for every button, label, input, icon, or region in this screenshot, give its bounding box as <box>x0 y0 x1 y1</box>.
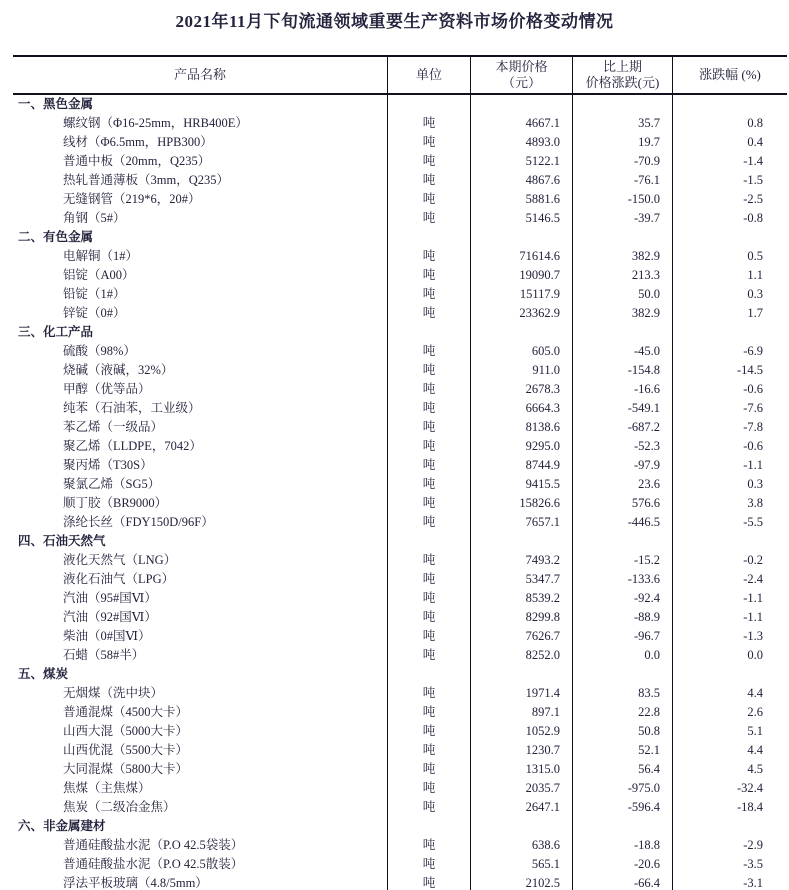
cell-change: 0.0 <box>572 646 672 665</box>
cell-product-name: 锌锭（0#） <box>63 306 126 320</box>
cell-change-pct: -2.5 <box>672 190 787 209</box>
cell-change: -92.4 <box>572 589 672 608</box>
cell-product-name: 柴油（0#国Ⅵ） <box>63 629 151 643</box>
cell-change: 83.5 <box>572 684 672 703</box>
table-row <box>13 494 787 513</box>
cell-change: -133.6 <box>572 570 672 589</box>
cell-current-price: 2678.3 <box>470 380 572 399</box>
cell-current-price <box>470 95 572 114</box>
cell-unit: 吨 <box>387 494 470 513</box>
cell-current-price: 605.0 <box>470 342 572 361</box>
table-row <box>13 646 787 665</box>
cell-product-name: 线材（Φ6.5mm，HPB300） <box>63 135 213 149</box>
cell-current-price: 8744.9 <box>470 456 572 475</box>
cell-change: -52.3 <box>572 437 672 456</box>
cell-change: -687.2 <box>572 418 672 437</box>
cell-unit: 吨 <box>387 760 470 779</box>
cell-unit: 吨 <box>387 209 470 228</box>
cell-product-name: 石蜡（58#半） <box>63 648 145 662</box>
table-row <box>13 798 787 817</box>
cell-change-pct: -1.1 <box>672 608 787 627</box>
cell-change-pct: -1.1 <box>672 456 787 475</box>
cell-product-name: 山西优混（5500大卡） <box>63 743 189 757</box>
table-row <box>13 874 787 890</box>
cell-change: -97.9 <box>572 456 672 475</box>
cell-unit: 吨 <box>387 133 470 152</box>
cell-change: -88.9 <box>572 608 672 627</box>
cell-current-price: 897.1 <box>470 703 572 722</box>
table-body <box>13 95 787 890</box>
cell-change <box>572 532 672 551</box>
cell-change-pct: 1.1 <box>672 266 787 285</box>
cell-product-name: 无缝钢管（219*6，20#） <box>63 192 201 206</box>
table-row <box>13 114 787 133</box>
cell-current-price: 565.1 <box>470 855 572 874</box>
cell-current-price: 2035.7 <box>470 779 572 798</box>
table-row <box>13 342 787 361</box>
cell-change: -150.0 <box>572 190 672 209</box>
cell-product-name: 顺丁胶（BR9000） <box>63 496 168 510</box>
cell-product-name: 五、煤炭 <box>18 667 69 681</box>
cell-change-pct: -0.8 <box>672 209 787 228</box>
cell-current-price: 15826.6 <box>470 494 572 513</box>
cell-change: -18.8 <box>572 836 672 855</box>
cell-change-pct: 2.6 <box>672 703 787 722</box>
header-change <box>572 57 672 93</box>
cell-change-pct: -3.1 <box>672 874 787 890</box>
cell-product-name: 浮法平板玻璃（4.8/5mm） <box>63 876 208 890</box>
cell-unit <box>387 323 470 342</box>
cell-current-price: 15117.9 <box>470 285 572 304</box>
cell-unit: 吨 <box>387 874 470 890</box>
cell-product-name: 聚氯乙烯（SG5） <box>63 477 161 491</box>
table-row <box>13 513 787 532</box>
cell-product-name: 普通硅酸盐水泥（P.O 42.5袋装） <box>63 838 244 852</box>
page-title: 2021年11月下旬流通领域重要生产资料市场价格变动情况 <box>175 12 614 31</box>
cell-change-pct: -1.5 <box>672 171 787 190</box>
cell-change-pct: -0.6 <box>672 437 787 456</box>
cell-product-name: 热轧普通薄板（3mm，Q235） <box>63 173 229 187</box>
header-product-name <box>13 57 387 93</box>
cell-unit: 吨 <box>387 551 470 570</box>
cell-change: -45.0 <box>572 342 672 361</box>
cell-change-pct: -2.4 <box>672 570 787 589</box>
table-row <box>13 380 787 399</box>
cell-change <box>572 817 672 836</box>
cell-current-price: 1971.4 <box>470 684 572 703</box>
cell-product-name: 纯苯（石油苯，工业级） <box>63 401 201 415</box>
cell-product-name: 液化石油气（LPG） <box>63 572 175 586</box>
cell-change-pct <box>672 532 787 551</box>
cell-product-name: 角钢（5#） <box>63 211 126 225</box>
cell-product-name: 二、有色金属 <box>18 230 94 244</box>
cell-change-pct: -2.9 <box>672 836 787 855</box>
cell-unit: 吨 <box>387 855 470 874</box>
cell-current-price: 7493.2 <box>470 551 572 570</box>
cell-change-pct: -14.5 <box>672 361 787 380</box>
cell-change-pct: 0.3 <box>672 475 787 494</box>
table-row <box>13 627 787 646</box>
table-row <box>13 323 787 342</box>
cell-current-price <box>470 817 572 836</box>
table-row <box>13 437 787 456</box>
cell-change: 382.9 <box>572 247 672 266</box>
cell-product-name: 山西大混（5000大卡） <box>63 724 189 738</box>
cell-product-name: 烧碱（液碱，32%） <box>63 363 174 377</box>
cell-product-name: 普通混煤（4500大卡） <box>63 705 189 719</box>
cell-change-pct: 4.4 <box>672 741 787 760</box>
table-row <box>13 133 787 152</box>
cell-product-name: 聚丙烯（T30S） <box>63 458 153 472</box>
cell-change: 213.3 <box>572 266 672 285</box>
cell-change-pct: 1.7 <box>672 304 787 323</box>
cell-current-price: 8252.0 <box>470 646 572 665</box>
table-row <box>13 304 787 323</box>
cell-unit: 吨 <box>387 684 470 703</box>
cell-change: -154.8 <box>572 361 672 380</box>
cell-current-price: 4667.1 <box>470 114 572 133</box>
cell-current-price: 5146.5 <box>470 209 572 228</box>
header-unit-label: 单位 <box>415 67 442 82</box>
cell-unit <box>387 95 470 114</box>
cell-change: -70.9 <box>572 152 672 171</box>
cell-product-name: 焦炭（二级冶金焦） <box>63 800 176 814</box>
table-row <box>13 817 787 836</box>
cell-change-pct: -3.5 <box>672 855 787 874</box>
table-row <box>13 418 787 437</box>
table-row <box>13 570 787 589</box>
cell-change: 22.8 <box>572 703 672 722</box>
cell-current-price: 19090.7 <box>470 266 572 285</box>
cell-product-name: 液化天然气（LNG） <box>63 553 177 567</box>
cell-change-pct: -32.4 <box>672 779 787 798</box>
table-row <box>13 361 787 380</box>
table-row <box>13 475 787 494</box>
cell-change-pct: 4.4 <box>672 684 787 703</box>
cell-change: 19.7 <box>572 133 672 152</box>
table-row <box>13 456 787 475</box>
cell-product-name: 普通硅酸盐水泥（P.O 42.5散装） <box>63 857 244 871</box>
cell-current-price <box>470 532 572 551</box>
cell-change: -20.6 <box>572 855 672 874</box>
cell-change-pct: -1.1 <box>672 589 787 608</box>
cell-product-name: 大同混煤（5800大卡） <box>63 762 189 776</box>
cell-current-price: 5881.6 <box>470 190 572 209</box>
cell-change: -549.1 <box>572 399 672 418</box>
cell-change-pct: -18.4 <box>672 798 787 817</box>
cell-unit: 吨 <box>387 513 470 532</box>
cell-product-name: 四、石油天然气 <box>18 534 106 548</box>
cell-current-price: 8138.6 <box>470 418 572 437</box>
cell-unit: 吨 <box>387 342 470 361</box>
cell-change-pct: 4.5 <box>672 760 787 779</box>
cell-change: -446.5 <box>572 513 672 532</box>
cell-change-pct <box>672 228 787 247</box>
cell-product-name: 聚乙烯（LLDPE，7042） <box>63 439 202 453</box>
cell-current-price: 2102.5 <box>470 874 572 890</box>
header-change-pct-label: 涨跌幅 (%) <box>699 67 761 82</box>
cell-current-price: 5347.7 <box>470 570 572 589</box>
header-current-price-line1: 本期价格 <box>495 59 548 74</box>
table-row <box>13 589 787 608</box>
cell-product-name: 汽油（92#国Ⅵ） <box>63 610 157 624</box>
cell-change: 50.8 <box>572 722 672 741</box>
cell-change: 52.1 <box>572 741 672 760</box>
header-current-price <box>470 57 572 93</box>
cell-unit: 吨 <box>387 285 470 304</box>
cell-change: -39.7 <box>572 209 672 228</box>
cell-product-name: 苯乙烯（一级品） <box>63 420 164 434</box>
cell-current-price: 9295.0 <box>470 437 572 456</box>
cell-unit: 吨 <box>387 418 470 437</box>
table-row <box>13 95 787 114</box>
table-row <box>13 836 787 855</box>
table-row <box>13 684 787 703</box>
table-row <box>13 152 787 171</box>
cell-unit: 吨 <box>387 171 470 190</box>
table-row <box>13 551 787 570</box>
cell-change-pct: 0.3 <box>672 285 787 304</box>
table-row <box>13 190 787 209</box>
cell-unit: 吨 <box>387 475 470 494</box>
cell-current-price: 8299.8 <box>470 608 572 627</box>
cell-unit: 吨 <box>387 114 470 133</box>
cell-current-price: 1315.0 <box>470 760 572 779</box>
table-row <box>13 399 787 418</box>
cell-current-price: 638.6 <box>470 836 572 855</box>
cell-unit <box>387 665 470 684</box>
cell-unit: 吨 <box>387 589 470 608</box>
cell-unit: 吨 <box>387 266 470 285</box>
cell-change-pct <box>672 95 787 114</box>
cell-change-pct: 0.5 <box>672 247 787 266</box>
cell-product-name: 电解铜（1#） <box>63 249 139 263</box>
cell-change-pct: -1.3 <box>672 627 787 646</box>
cell-change-pct: -5.5 <box>672 513 787 532</box>
cell-change: 56.4 <box>572 760 672 779</box>
cell-change: 50.0 <box>572 285 672 304</box>
header-current-price-line2: （元） <box>501 75 541 90</box>
cell-product-name: 三、化工产品 <box>18 325 94 339</box>
cell-change: 576.6 <box>572 494 672 513</box>
cell-product-name: 螺纹钢（Φ16-25mm，HRB400E） <box>63 116 248 130</box>
table-row <box>13 741 787 760</box>
cell-unit: 吨 <box>387 779 470 798</box>
cell-change-pct <box>672 817 787 836</box>
cell-product-name: 六、非金属建材 <box>18 819 106 833</box>
cell-change: 23.6 <box>572 475 672 494</box>
table-row <box>13 760 787 779</box>
cell-unit: 吨 <box>387 456 470 475</box>
table-row <box>13 703 787 722</box>
cell-unit: 吨 <box>387 798 470 817</box>
cell-change: 382.9 <box>572 304 672 323</box>
cell-product-name: 一、黑色金属 <box>18 97 94 111</box>
cell-current-price <box>470 665 572 684</box>
cell-unit: 吨 <box>387 437 470 456</box>
cell-change-pct: -1.4 <box>672 152 787 171</box>
table-row <box>13 209 787 228</box>
cell-change <box>572 95 672 114</box>
cell-unit: 吨 <box>387 247 470 266</box>
table-row <box>13 228 787 247</box>
cell-current-price: 911.0 <box>470 361 572 380</box>
cell-change: 35.7 <box>572 114 672 133</box>
cell-product-name: 甲醇（优等品） <box>63 382 151 396</box>
cell-unit: 吨 <box>387 703 470 722</box>
table-header <box>13 57 787 95</box>
cell-change-pct <box>672 665 787 684</box>
cell-current-price: 7626.7 <box>470 627 572 646</box>
cell-change-pct: 0.0 <box>672 646 787 665</box>
cell-unit: 吨 <box>387 646 470 665</box>
cell-change: -596.4 <box>572 798 672 817</box>
table-row <box>13 855 787 874</box>
cell-change-pct: -7.8 <box>672 418 787 437</box>
cell-change-pct: -0.6 <box>672 380 787 399</box>
cell-current-price: 4893.0 <box>470 133 572 152</box>
cell-current-price: 8539.2 <box>470 589 572 608</box>
cell-current-price: 7657.1 <box>470 513 572 532</box>
cell-current-price <box>470 323 572 342</box>
cell-current-price: 1230.7 <box>470 741 572 760</box>
table-row <box>13 779 787 798</box>
table-row <box>13 266 787 285</box>
cell-current-price: 1052.9 <box>470 722 572 741</box>
header-change-line2: 价格涨跌(元) <box>585 75 660 90</box>
cell-unit: 吨 <box>387 380 470 399</box>
cell-change-pct: -6.9 <box>672 342 787 361</box>
cell-change-pct <box>672 323 787 342</box>
cell-current-price: 23362.9 <box>470 304 572 323</box>
cell-unit: 吨 <box>387 190 470 209</box>
cell-unit: 吨 <box>387 152 470 171</box>
cell-unit: 吨 <box>387 399 470 418</box>
cell-current-price: 71614.6 <box>470 247 572 266</box>
cell-unit <box>387 532 470 551</box>
cell-unit: 吨 <box>387 627 470 646</box>
cell-unit <box>387 228 470 247</box>
cell-unit: 吨 <box>387 741 470 760</box>
cell-change-pct: -0.2 <box>672 551 787 570</box>
cell-change-pct: 0.8 <box>672 114 787 133</box>
cell-unit: 吨 <box>387 570 470 589</box>
cell-change: -975.0 <box>572 779 672 798</box>
cell-unit: 吨 <box>387 722 470 741</box>
cell-change: -15.2 <box>572 551 672 570</box>
cell-unit: 吨 <box>387 304 470 323</box>
cell-change <box>572 665 672 684</box>
table-row <box>13 532 787 551</box>
header-unit <box>387 57 470 93</box>
cell-change <box>572 228 672 247</box>
table-row <box>13 665 787 684</box>
cell-product-name: 铅锭（1#） <box>63 287 126 301</box>
cell-product-name: 涤纶长丝（FDY150D/96F） <box>63 515 214 529</box>
cell-product-name: 无烟煤（洗中块） <box>63 686 164 700</box>
table-row <box>13 247 787 266</box>
cell-current-price <box>470 228 572 247</box>
table-row <box>13 171 787 190</box>
cell-unit: 吨 <box>387 361 470 380</box>
header-change-line1: 比上期 <box>602 59 642 74</box>
cell-current-price: 5122.1 <box>470 152 572 171</box>
cell-current-price: 4867.6 <box>470 171 572 190</box>
cell-current-price: 9415.5 <box>470 475 572 494</box>
cell-product-name: 焦煤（主焦煤） <box>63 781 151 795</box>
cell-unit: 吨 <box>387 608 470 627</box>
table-row <box>13 608 787 627</box>
cell-unit <box>387 817 470 836</box>
cell-change: -76.1 <box>572 171 672 190</box>
cell-product-name: 汽油（95#国Ⅵ） <box>63 591 157 605</box>
cell-current-price: 6664.3 <box>470 399 572 418</box>
header-product-label: 产品名称 <box>173 67 226 82</box>
cell-current-price: 2647.1 <box>470 798 572 817</box>
cell-change <box>572 323 672 342</box>
cell-change: -66.4 <box>572 874 672 890</box>
table-row <box>13 285 787 304</box>
cell-change-pct: 5.1 <box>672 722 787 741</box>
cell-change-pct: 0.4 <box>672 133 787 152</box>
cell-change-pct: 3.8 <box>672 494 787 513</box>
cell-change-pct: -7.6 <box>672 399 787 418</box>
price-table <box>13 55 787 890</box>
cell-change: -16.6 <box>572 380 672 399</box>
cell-unit: 吨 <box>387 836 470 855</box>
cell-product-name: 铝锭（A00） <box>63 268 135 282</box>
table-row <box>13 722 787 741</box>
cell-product-name: 硫酸（98%） <box>63 344 136 358</box>
header-change-pct <box>672 57 787 93</box>
cell-change: -96.7 <box>572 627 672 646</box>
cell-product-name: 普通中板（20mm，Q235） <box>63 154 211 168</box>
